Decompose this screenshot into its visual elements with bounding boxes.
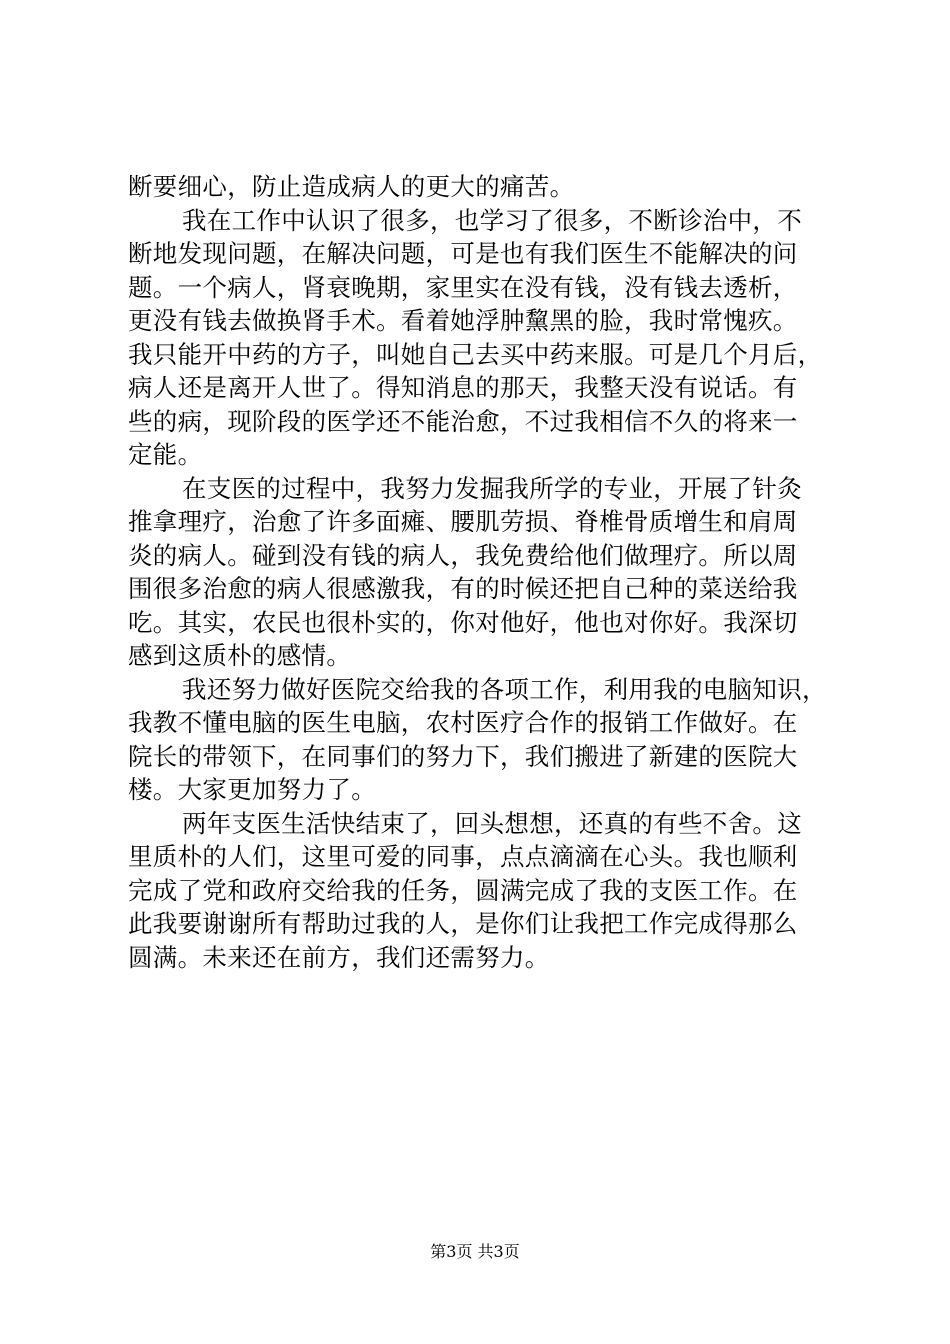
page-number: 第3页 共3页 [430, 1242, 520, 1261]
text-line: 圆满。未来还在前方，我们还需努力。 [128, 942, 550, 972]
document-body [128, 170, 828, 974]
paragraph-start-line: 我还努力做好医院交给我的各项工作，利用我的电脑知识， [182, 674, 827, 704]
text-line: 断地发现问题，在解决问题，可是也有我们医生不能解决的问 [128, 239, 798, 268]
text-line: 定能。 [128, 440, 203, 469]
text-line: 更没有钱去做换肾手术。看着她浮肿黧黑的脸，我时常愧疚。 [128, 306, 798, 335]
text-line: 推拿理疗，治愈了许多面瘫、腰肌劳损、脊椎骨质增生和肩周 [128, 507, 798, 536]
text-line: 完成了党和政府交给我的任务，圆满完成了我的支医工作。在 [128, 875, 798, 905]
text-line: 题。一个病人，肾衰晚期，家里实在没有钱，没有钱去透析， [128, 272, 798, 302]
text-line: 此我要谢谢所有帮助过我的人，是你们让我把工作完成得那么 [128, 909, 798, 938]
text-line: 吃。其实，农民也很朴实的，你对他好，他也对你好。我深切 [128, 607, 798, 637]
text-line: 断要细心，防止造成病人的更大的痛苦。 [128, 172, 575, 201]
text-line: 病人还是离开人世了。得知消息的那天，我整天没有说话。有 [128, 373, 798, 402]
text-line: 楼。大家更加努力了。 [128, 775, 376, 804]
paragraph-start-line: 两年支医生活快结束了，回头想想，还真的有些不舍。这 [182, 808, 802, 838]
paragraph-start-line: 在支医的过程中，我努力发掘我所学的专业，开展了针灸 [182, 473, 802, 503]
paragraph-start-line: 我在工作中认识了很多，也学习了很多，不断诊治中，不 [182, 205, 802, 235]
text-line: 里质朴的人们，这里可爱的同事，点点滴滴在心头。我也顺利 [128, 842, 798, 871]
text-line: 院长的带领下，在同事们的努力下，我们搬进了新建的医院大 [128, 741, 798, 771]
text-line: 我只能开中药的方子，叫她自己去买中药来服。可是几个月后， [128, 339, 823, 369]
text-line: 炎的病人。碰到没有钱的病人，我免费给他们做理疗。所以周 [128, 540, 798, 570]
text-line: 感到这质朴的感情。 [128, 641, 352, 670]
text-line: 些的病，现阶段的医学还不能治愈，不过我相信不久的将来一 [128, 406, 798, 436]
text-line: 围很多治愈的病人很感激我，有的时候还把自己种的菜送给我 [128, 574, 798, 603]
page-footer [0, 1241, 950, 1263]
text-line: 我教不懂电脑的医生电脑，农村医疗合作的报销工作做好。在 [128, 708, 798, 737]
